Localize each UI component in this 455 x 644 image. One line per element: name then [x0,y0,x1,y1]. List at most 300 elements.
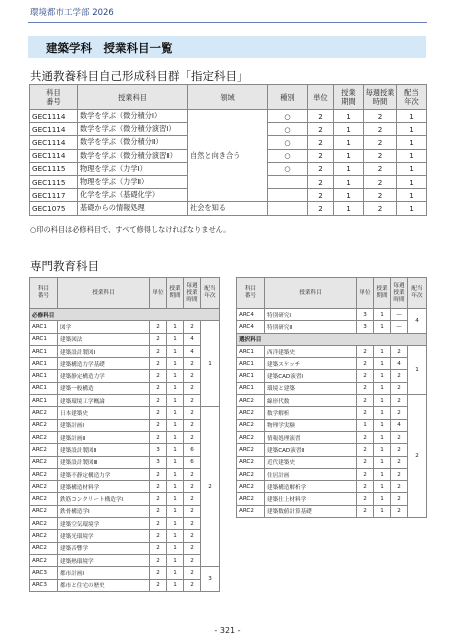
subject-period: 1 [374,431,391,443]
subject-weekly: 4 [184,333,201,345]
subject-weekly: 2 [184,358,201,370]
subject-credit: 2 [357,370,374,382]
col-code: 科目番号 [30,278,58,309]
table-row [30,567,220,579]
subject-weekly: 2 [184,468,201,480]
subject-code: ARC2 [237,481,265,493]
subject-year: 3 [201,567,220,592]
subject-code: ARC2 [237,419,265,431]
subject-name: 数学解析 [265,407,357,419]
subject-credit: 2 [150,468,167,480]
subject-period: 1 [167,444,184,456]
subject-name: 物理学実験 [265,419,357,431]
subject-year: 1 [397,189,427,202]
subject-name: 情報処理演習 [265,431,357,443]
subject-name: 建築静定構造力学 [58,370,150,382]
subject-code: ARC2 [237,444,265,456]
table-row [237,505,427,517]
subject-credit: 2 [308,189,334,202]
subject-name: 建築CAD演習Ⅱ [265,444,357,456]
subject-credit: 2 [308,136,334,149]
table-row [30,444,220,456]
subject-credit: 2 [150,518,167,530]
subject-code: ARC2 [30,468,58,480]
subject-period: 1 [167,395,184,407]
subject-credit: 2 [357,456,374,468]
subject-credit: 2 [150,333,167,345]
col-code: 科目番号 [30,85,78,110]
subject-year: 1 [397,123,427,136]
subject-credit: 2 [150,358,167,370]
subject-credit: 3 [150,456,167,468]
subject-weekly: 2 [184,419,201,431]
subject-code: ARC2 [30,419,58,431]
subject-credit: 2 [357,358,374,370]
subject-code: ARC2 [30,493,58,505]
subject-weekly: 2 [184,542,201,554]
subject-code: ARC1 [30,382,58,394]
table-row [30,468,220,480]
subject-code: ARC2 [30,456,58,468]
subject-code: GEC1114 [30,149,78,162]
subject-code: ARC2 [237,431,265,443]
common-heading: 共通教養科目自己形成科目群「指定科目」 [30,69,249,83]
subject-weekly: 2 [184,481,201,493]
subject-name: 建築図法 [58,333,150,345]
subject-code: ARC2 [237,493,265,505]
subject-weekly: 2 [184,407,201,419]
table-row [237,395,427,407]
subject-credit: 3 [357,309,374,321]
subject-name: 物理を学ぶ（力学Ⅰ） [78,162,188,175]
subject-credit: 2 [308,123,334,136]
subject-name: 建築設計製図Ⅰ [58,345,150,357]
specialized-heading: 専門教育科目 [30,259,99,273]
subject-weekly: 6 [184,444,201,456]
subject-period: 1 [374,407,391,419]
subject-name: 建築数値計算基礎 [265,505,357,517]
subject-weekly: 2 [364,110,397,123]
subject-period: 1 [167,407,184,419]
table-row [30,542,220,554]
subject-period: 1 [167,505,184,517]
subject-name: 鉄骨構造学Ⅰ [58,505,150,517]
subject-name: 基礎からの情報処理 [78,202,188,215]
subject-period: 1 [334,189,364,202]
subject-weekly: 2 [184,370,201,382]
subject-credit: 2 [150,481,167,493]
table-row [237,345,427,357]
subject-year: 1 [397,162,427,175]
subject-weekly: 2 [184,382,201,394]
subject-code: ARC2 [237,456,265,468]
subject-code: ARC2 [30,444,58,456]
table-row [237,382,427,394]
subject-name: 建築音響学 [58,542,150,554]
subject-weekly: 4 [391,419,408,431]
subject-weekly: 2 [391,382,408,394]
subject-weekly: 2 [364,149,397,162]
subject-weekly: — [391,309,408,321]
subject-credit: 2 [150,321,167,333]
subject-year: 1 [397,175,427,188]
subject-code: ARC2 [237,395,265,407]
subject-weekly: 2 [184,505,201,517]
subject-weekly: 2 [391,456,408,468]
subject-period: 1 [167,431,184,443]
table-row [30,202,427,215]
table-row [30,493,220,505]
subject-weekly: 2 [364,202,397,215]
table-row [30,382,220,394]
banner-title: 建築学科 授業科目一覧 [46,41,173,55]
table-row [30,110,427,123]
subject-period: 1 [334,162,364,175]
subject-name: 建築不静定構造力学 [58,468,150,480]
col-credit: 単位 [150,278,167,309]
col-credit: 単位 [357,278,374,309]
subject-credit: 2 [150,530,167,542]
subject-credit: 2 [308,110,334,123]
subject-code: GEC1114 [30,136,78,149]
section-label: 必修科目 [30,309,220,321]
subject-period: 1 [334,175,364,188]
col-year: 配当年次 [397,85,427,110]
subject-name: 建築CAD演習Ⅰ [265,370,357,382]
table-row [237,493,427,505]
subject-year: 1 [397,110,427,123]
subject-weekly: 2 [184,431,201,443]
subject-type [268,189,308,202]
subject-weekly: 2 [364,162,397,175]
subject-code: ARC3 [30,579,58,591]
subject-type: ○ [268,162,308,175]
subject-credit: 2 [150,554,167,566]
col-period: 授業期間 [334,85,364,110]
subject-code: GEC1115 [30,162,78,175]
subject-area: 社会を知る [188,202,268,215]
table-row [30,505,220,517]
section-row [237,333,427,345]
subject-period: 1 [374,358,391,370]
subject-code: ARC2 [30,505,58,517]
subject-code: ARC4 [237,309,265,321]
subject-weekly: 2 [391,345,408,357]
table-row [237,419,427,431]
subject-credit: 2 [357,481,374,493]
subject-weekly: 2 [184,554,201,566]
subject-type: ○ [268,136,308,149]
subject-credit: 2 [308,162,334,175]
subject-year: 2 [201,407,220,567]
table-row [30,358,220,370]
subject-weekly: 2 [184,567,201,579]
subject-code: ARC3 [30,567,58,579]
subject-period: 1 [374,321,391,333]
subject-weekly: 2 [391,505,408,517]
subject-period: 1 [167,518,184,530]
col-period: 授業期間 [167,278,184,309]
subject-type: ○ [268,149,308,162]
required-note: ○印の科目は必修科目で、すべて修得しなければなりません。 [30,225,231,234]
subject-code: ARC1 [237,358,265,370]
col-weekly: 毎週授業時間 [184,278,201,309]
subject-code: ARC2 [30,481,58,493]
subject-code: ARC2 [30,542,58,554]
subject-name: 建築空気環境学 [58,518,150,530]
subject-period: 1 [374,309,391,321]
subject-credit: 2 [357,345,374,357]
subject-credit: 2 [150,382,167,394]
table-row [237,444,427,456]
subject-weekly: 2 [391,431,408,443]
subject-code: ARC1 [30,345,58,357]
subject-period: 1 [167,530,184,542]
subject-code: ARC2 [30,530,58,542]
col-code: 科目番号 [237,278,265,309]
subject-code: GEC1114 [30,123,78,136]
subject-weekly: 2 [184,321,201,333]
subject-period: 1 [167,468,184,480]
subject-credit: 2 [150,419,167,431]
subject-code: ARC1 [30,370,58,382]
col-weekly: 毎週授業時間 [391,278,408,309]
subject-credit: 2 [308,175,334,188]
subject-code: ARC2 [30,431,58,443]
subject-period: 1 [167,554,184,566]
subject-weekly: 2 [184,530,201,542]
table-row [30,579,220,591]
subject-name: 建築計画Ⅰ [58,419,150,431]
col-name: 授業科目 [78,85,188,110]
subject-credit: 1 [357,419,374,431]
subject-name: 建築構造材料学 [58,481,150,493]
page-header [0,0,455,25]
subject-type [268,202,308,215]
subject-credit: 2 [357,431,374,443]
subject-credit: 2 [150,370,167,382]
col-year: 配当年次 [201,278,220,309]
subject-credit: 2 [150,542,167,554]
subject-year: 2 [408,395,427,518]
subject-name: 数学を学ぶ（微分積分Ⅰ） [78,110,188,123]
subject-name: 特別研究Ⅰ [265,309,357,321]
col-period: 授業期間 [374,278,391,309]
subject-credit: 2 [150,493,167,505]
subject-code: ARC1 [30,321,58,333]
subject-period: 1 [334,110,364,123]
col-type: 種別 [268,85,308,110]
subject-credit: 2 [150,505,167,517]
col-credit: 単位 [308,85,334,110]
table-header-row [30,85,427,110]
subject-type [268,175,308,188]
table-row [30,407,220,419]
subject-year: 1 [397,202,427,215]
header-divider [28,22,427,23]
subject-code: GEC1115 [30,175,78,188]
subject-period: 1 [167,456,184,468]
subject-code: ARC2 [30,407,58,419]
table-row [30,554,220,566]
col-name: 授業科目 [58,278,150,309]
subject-type: ○ [268,110,308,123]
subject-credit: 2 [357,382,374,394]
subject-name: 特別研究Ⅱ [265,321,357,333]
subject-code: ARC2 [237,407,265,419]
subject-period: 1 [167,333,184,345]
subject-period: 1 [374,481,391,493]
specialized-table-left [29,277,220,592]
subject-name: 建築計画Ⅱ [58,431,150,443]
page-number: - 321 - [214,626,241,635]
table-row [30,530,220,542]
col-name: 授業科目 [265,278,357,309]
subject-period: 1 [374,456,391,468]
subject-weekly: 2 [391,395,408,407]
subject-weekly: 2 [391,370,408,382]
table-row [30,419,220,431]
subject-weekly: 4 [391,358,408,370]
subject-code: ARC1 [237,382,265,394]
subject-name: 建築熱環境学 [58,554,150,566]
subject-period: 1 [334,136,364,149]
subject-period: 1 [167,493,184,505]
subject-name: 建築設計製図Ⅱ [58,444,150,456]
subject-period: 1 [334,202,364,215]
subject-name: 建築構造力学基礎 [58,358,150,370]
table-row [30,395,220,407]
subject-weekly: 2 [184,493,201,505]
subject-credit: 2 [308,149,334,162]
subject-name: 建築設計製図Ⅲ [58,456,150,468]
subject-weekly: 2 [391,468,408,480]
subject-period: 1 [374,444,391,456]
table-row [30,333,220,345]
subject-code: ARC1 [237,345,265,357]
col-weekly: 毎週授業時間 [364,85,397,110]
subject-credit: 2 [357,493,374,505]
subject-name: 日本建築史 [58,407,150,419]
table-row [237,468,427,480]
subject-credit: 3 [150,444,167,456]
table-row [237,407,427,419]
subject-period: 1 [167,579,184,591]
subject-period: 1 [374,505,391,517]
subject-weekly: 2 [184,518,201,530]
subject-code: ARC4 [237,321,265,333]
subject-name: 建築構造解析学 [265,481,357,493]
subject-credit: 2 [150,579,167,591]
table-row [237,358,427,370]
table-row [30,321,220,333]
subject-period: 1 [167,370,184,382]
subject-credit: 2 [150,407,167,419]
table-row [30,370,220,382]
subject-period: 1 [167,382,184,394]
subject-weekly: 2 [391,444,408,456]
subject-name: 物理を学ぶ（力学Ⅱ） [78,175,188,188]
subject-code: GEC1114 [30,110,78,123]
subject-code: ARC2 [237,505,265,517]
subject-period: 1 [167,542,184,554]
subject-name: 化学を学ぶ（基礎化学） [78,189,188,202]
subject-code: GEC1075 [30,202,78,215]
subject-name: 図学 [58,321,150,333]
table-header-row [30,278,220,309]
section-row [30,309,220,321]
subject-name: 建築環境工学概論 [58,395,150,407]
subject-code: ARC1 [30,395,58,407]
subject-credit: 2 [150,431,167,443]
subject-weekly: 2 [391,481,408,493]
subject-period: 1 [374,395,391,407]
subject-period: 1 [374,468,391,480]
table-row [30,456,220,468]
subject-code: ARC1 [30,358,58,370]
table-row [237,456,427,468]
subject-period: 1 [167,567,184,579]
subject-name: 都市と住宅の歴史 [58,579,150,591]
table-row [30,345,220,357]
section-banner [28,36,426,58]
subject-code: ARC2 [30,554,58,566]
subject-name: 鉄筋コンクリート構造学Ⅰ [58,493,150,505]
table-row [237,309,427,321]
subject-period: 1 [167,358,184,370]
table-row [237,370,427,382]
subject-area: 自然と向き合う [188,110,268,202]
subject-name: 環境と建築 [265,382,357,394]
subject-period: 1 [334,123,364,136]
subject-credit: 2 [150,395,167,407]
subject-type: ○ [268,123,308,136]
table-row [30,481,220,493]
subject-credit: 2 [357,444,374,456]
subject-year: 1 [408,345,427,394]
table-row [237,321,427,333]
subject-period: 1 [374,382,391,394]
common-subjects-table [29,84,427,216]
subject-weekly: — [391,321,408,333]
subject-year: 1 [397,136,427,149]
subject-credit: 2 [357,395,374,407]
subject-name: 建築スケッチ [265,358,357,370]
subject-weekly: 4 [184,345,201,357]
table-row [30,431,220,443]
subject-weekly: 2 [364,175,397,188]
subject-credit: 2 [308,202,334,215]
subject-weekly: 6 [184,456,201,468]
subject-weekly: 2 [184,395,201,407]
subject-weekly: 2 [364,123,397,136]
subject-period: 1 [167,419,184,431]
subject-period: 1 [167,321,184,333]
subject-weekly: 2 [391,493,408,505]
subject-code: ARC2 [30,518,58,530]
subject-weekly: 2 [184,579,201,591]
subject-name: 建築光環境学 [58,530,150,542]
subject-period: 1 [167,481,184,493]
subject-period: 1 [374,419,391,431]
subject-period: 1 [167,345,184,357]
subject-name: 住居計画 [265,468,357,480]
subject-credit: 2 [150,567,167,579]
subject-name: 近代建築史 [265,456,357,468]
subject-name: 数学を学ぶ（微分積分Ⅱ） [78,136,188,149]
subject-period: 1 [374,493,391,505]
subject-period: 1 [374,345,391,357]
